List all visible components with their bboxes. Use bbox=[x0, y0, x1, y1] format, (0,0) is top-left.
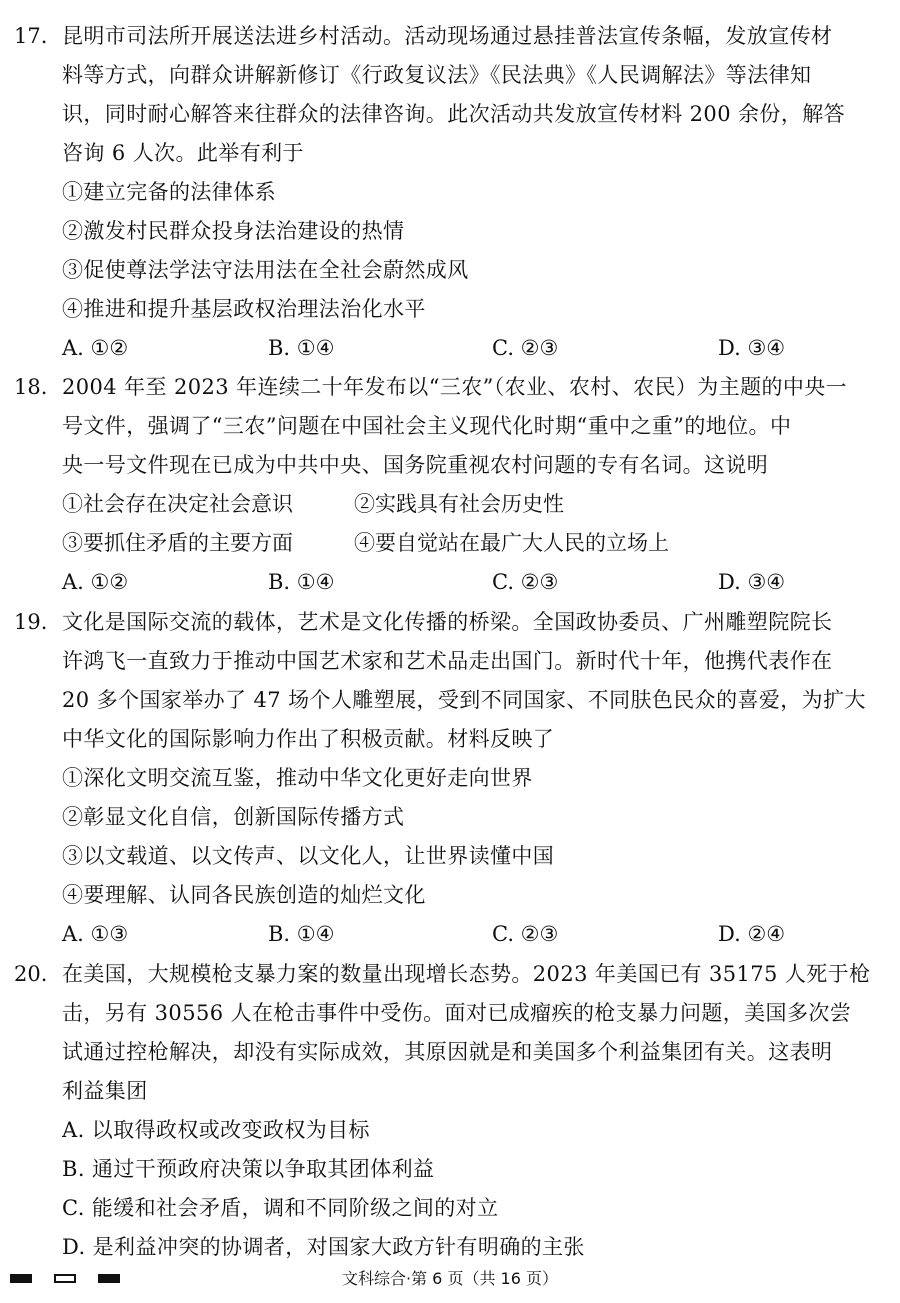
question-stem-line: 20 多个国家举办了 47 场个人雕塑展，受到不同国家、不同肤色民众的喜爱，为扩大 bbox=[62, 688, 866, 712]
statement-item: ②激发村民群众投身法治建设的热情 bbox=[62, 219, 405, 243]
answer-option-a: A. ①② bbox=[62, 570, 129, 594]
answer-option-c: C. 能缓和社会矛盾，调和不同阶级之间的对立 bbox=[62, 1196, 499, 1220]
answer-option-a: A. ①③ bbox=[62, 922, 129, 946]
page-footer bbox=[0, 1268, 900, 1292]
statement-item: ③要抓住矛盾的主要方面 bbox=[62, 531, 293, 555]
statement-item: ①建立完备的法律体系 bbox=[62, 180, 276, 204]
answer-option-d: D. 是利益冲突的协调者，对国家大政方针有明确的主张 bbox=[62, 1235, 585, 1259]
question-stem-line: 料等方式，向群众讲解新修订《行政复议法》《民法典》《人民调解法》等法律知 bbox=[62, 63, 812, 87]
statement-item: ①社会存在决定社会意识 bbox=[62, 492, 293, 516]
statement-item: ④要自觉站在最广大人民的立场上 bbox=[354, 531, 669, 555]
statement-item: ①深化文明交流互鉴，推动中华文化更好走向世界 bbox=[62, 766, 533, 790]
answer-option-c: C. ②③ bbox=[492, 336, 559, 360]
question-stem-line: 许鸿飞一直致力于推动中国艺术家和艺术品走出国门。新时代十年，他携代表作在 bbox=[62, 649, 833, 673]
question-number: 20. bbox=[14, 962, 48, 986]
question-stem-line: 咨询 6 人次。此举有利于 bbox=[62, 141, 304, 165]
statement-item: ③以文载道、以文传声、以文化人，让世界读懂中国 bbox=[62, 844, 555, 868]
question-number: 19. bbox=[14, 610, 48, 634]
question-stem-line: 在美国，大规模枪支暴力案的数量出现增长态势。2023 年美国已有 35175 人死于枪 bbox=[62, 962, 871, 986]
answer-option-a: A. 以取得政权或改变政权为目标 bbox=[62, 1118, 370, 1142]
answer-option-c: C. ②③ bbox=[492, 570, 559, 594]
statement-item: ③促使尊法学法守法用法在全社会蔚然成风 bbox=[62, 258, 469, 282]
question-number: 18. bbox=[14, 375, 48, 399]
page-number: 文科综合·第 6 页（共 16 页） bbox=[342, 1269, 558, 1288]
statement-item: ④要理解、认同各民族创造的灿烂文化 bbox=[62, 883, 426, 907]
question-stem-line: 央一号文件现在已成为中共中央、国务院重视农村问题的专有名词。这说明 bbox=[62, 453, 769, 477]
statement-item: ④推进和提升基层政权治理法治化水平 bbox=[62, 297, 426, 321]
question-number: 17. bbox=[14, 24, 48, 48]
answer-option-b: B. ①④ bbox=[268, 922, 335, 946]
question-stem-line: 中华文化的国际影响力作出了积极贡献。材料反映了 bbox=[62, 727, 555, 751]
answer-option-a: A. ①② bbox=[62, 336, 129, 360]
statement-item: ②彰显文化自信，创新国际传播方式 bbox=[62, 805, 405, 829]
question-stem-line: 号文件，强调了“三农”问题在中国社会主义现代化时期“重中之重”的地位。中 bbox=[62, 414, 792, 438]
answer-option-d: D. ③④ bbox=[718, 570, 786, 594]
question-stem-line: 文化是国际交流的载体，艺术是文化传播的桥梁。全国政协委员、广州雕塑院院长 bbox=[62, 610, 833, 634]
question-stem-line: 昆明市司法所开展送法进乡村活动。活动现场通过悬挂普法宣传条幅，发放宣传材 bbox=[62, 24, 833, 48]
statement-item: ②实践具有社会历史性 bbox=[354, 492, 564, 516]
question-stem-line: 利益集团 bbox=[62, 1079, 148, 1103]
answer-option-b: B. ①④ bbox=[268, 570, 335, 594]
answer-option-c: C. ②③ bbox=[492, 922, 559, 946]
answer-option-d: D. ②④ bbox=[718, 922, 786, 946]
answer-option-d: D. ③④ bbox=[718, 336, 786, 360]
answer-option-b: B. ①④ bbox=[268, 336, 335, 360]
question-stem-line: 击，另有 30556 人在枪击事件中受伤。面对已成瘤疾的枪支暴力问题，美国多次尝 bbox=[62, 1001, 852, 1025]
question-stem-line: 试通过控枪解决，却没有实际成效，其原因就是和美国多个利益集团有关。这表明 bbox=[62, 1040, 833, 1064]
question-stem-line: 识，同时耐心解答来往群众的法律咨询。此次活动共发放宣传材料 200 余份，解答 bbox=[62, 102, 846, 126]
answer-option-b: B. 通过干预政府决策以争取其团体利益 bbox=[62, 1157, 435, 1181]
question-stem-line: 2004 年至 2023 年连续二十年发布以“三农”（农业、农村、农民）为主题的中央一 bbox=[62, 375, 848, 399]
